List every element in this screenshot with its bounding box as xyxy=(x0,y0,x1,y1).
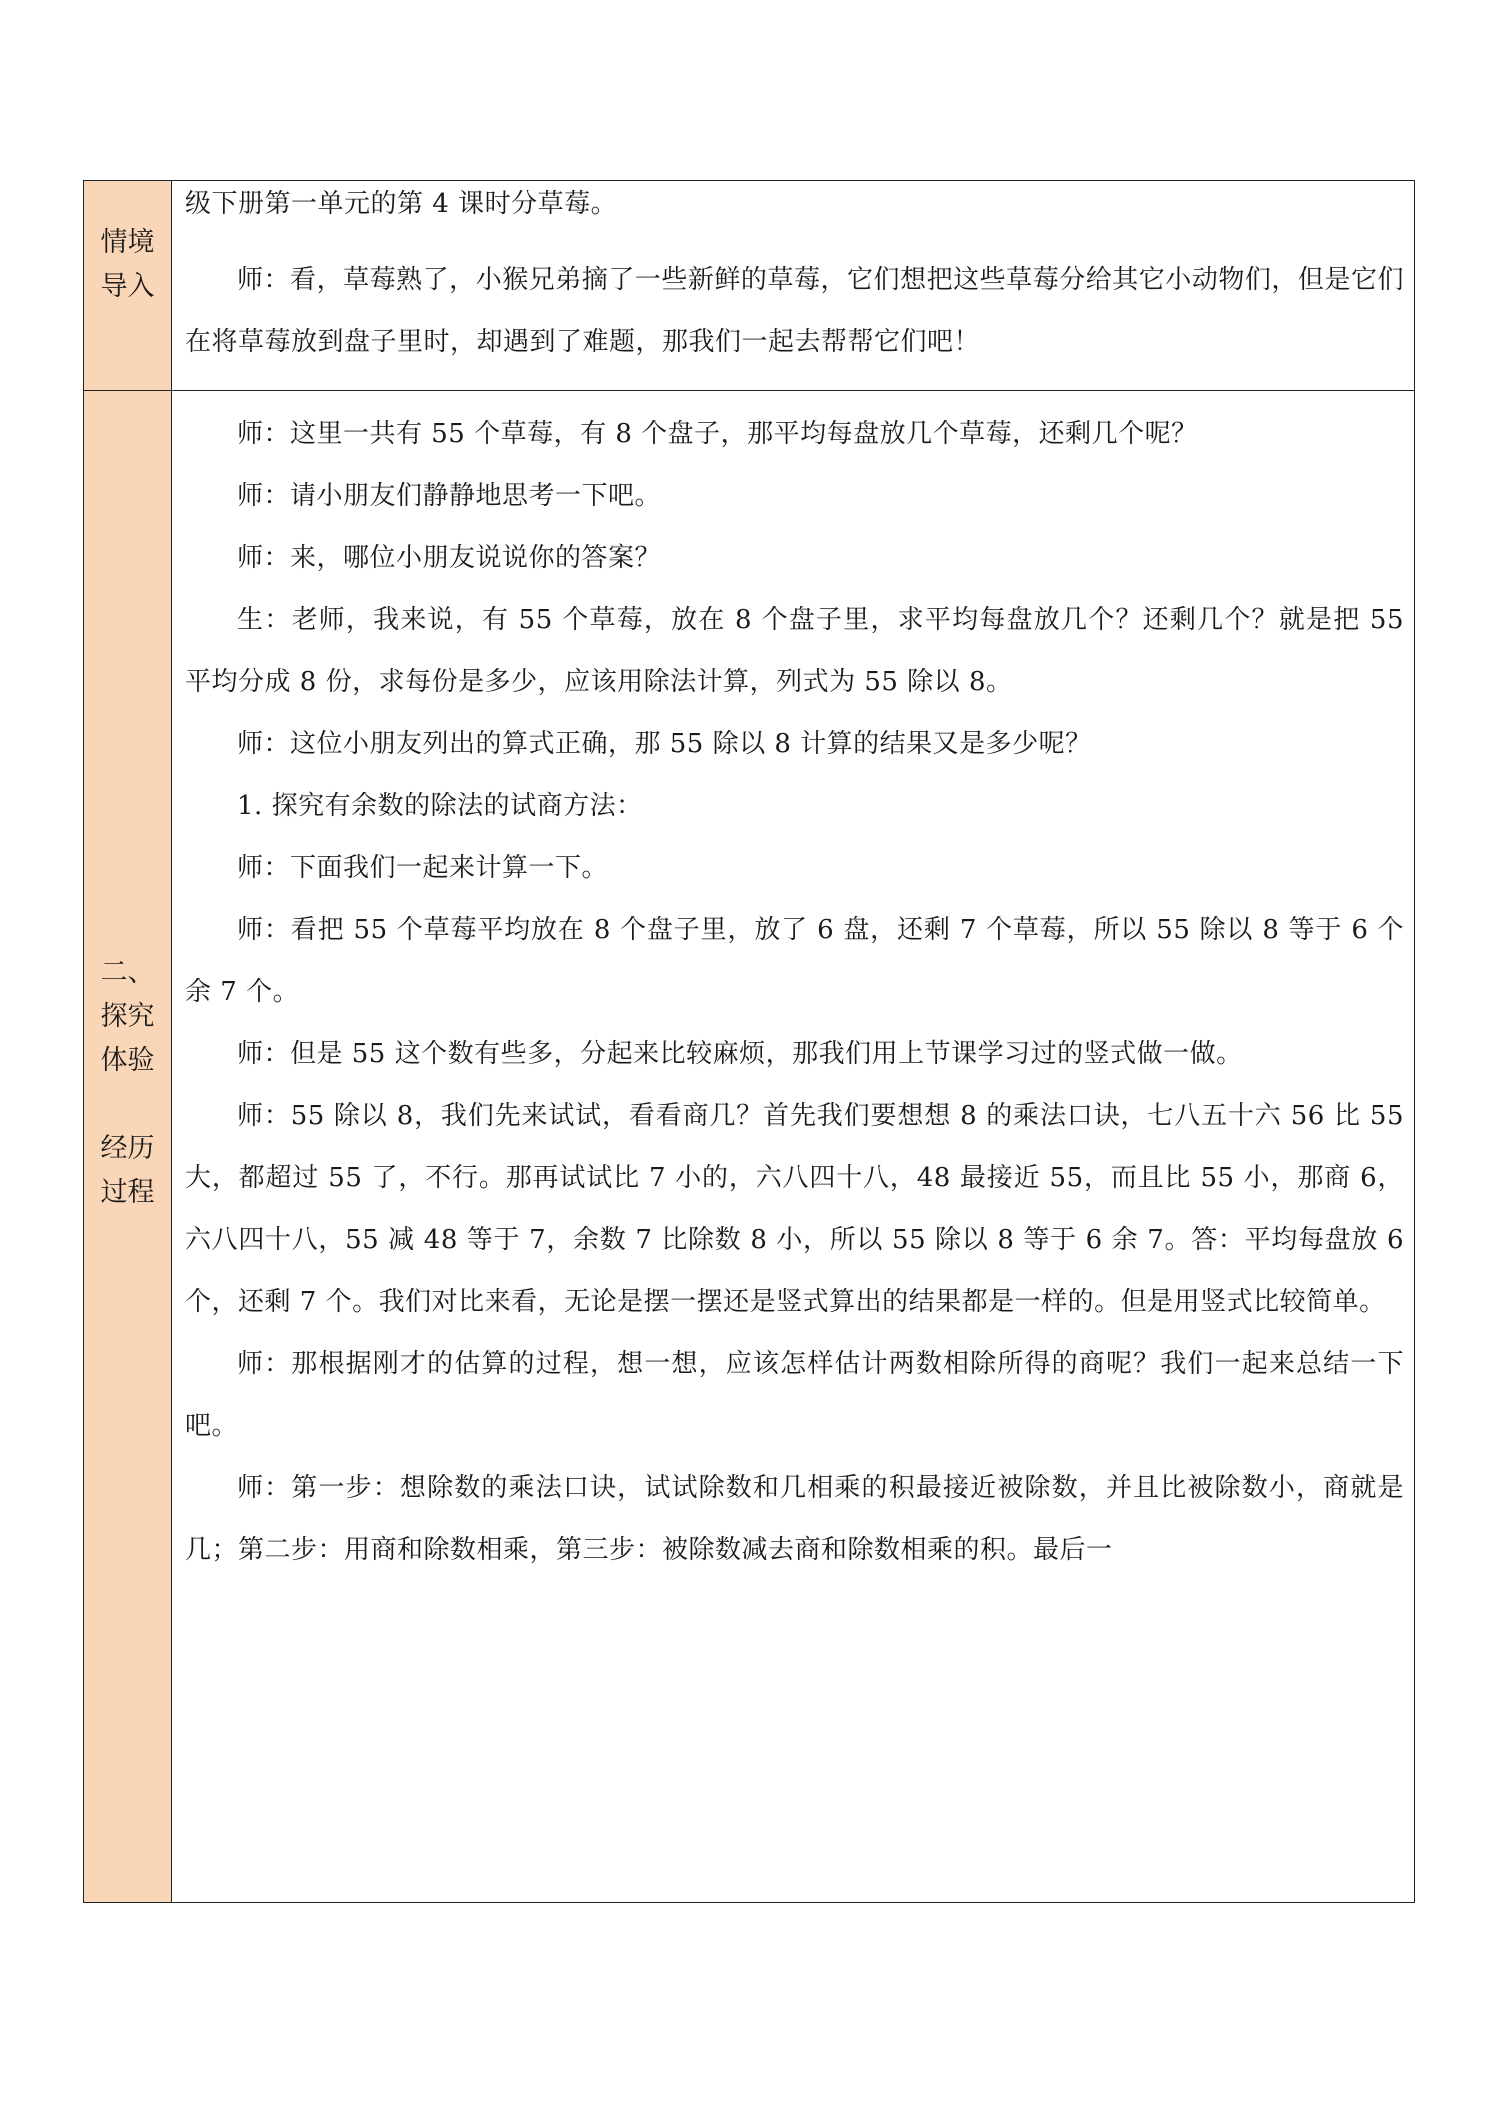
label-line: 过程 xyxy=(100,1177,155,1208)
paragraph: 师：第一步：想除数的乘法口诀，试试除数和几相乘的积最接近被除数，并且比被除数小，商就是几；第二步：用商和除数相乘，第三步：被除数减去商和除数相乘的积。最后一 xyxy=(185,1473,1404,1565)
label-line: 情境 xyxy=(100,227,155,258)
label-line: 经历 xyxy=(100,1133,155,1164)
paragraph: 师：那根据刚才的估算的过程，想一想，应该怎样估计两数相除所得的商呢？我们一起来总结一下吧。 xyxy=(185,1349,1404,1441)
section-label-explore xyxy=(84,391,172,1903)
paragraph: 师：下面我们一起来计算一下。 xyxy=(237,853,609,883)
paragraph: 师：这位小朋友列出的算式正确，那 55 除以 8 计算的结果又是多少呢？ xyxy=(237,729,1092,759)
label-line: 体验 xyxy=(100,1045,155,1076)
section-content-intro xyxy=(172,181,1415,391)
label-line: 导入 xyxy=(100,271,155,302)
section-row-intro xyxy=(84,181,1415,391)
paragraph: 师：看，草莓熟了，小猴兄弟摘了一些新鲜的草莓，它们想把这些草莓分给其它小动物们，但是它们在将草莓放到盘子里时，却遇到了难题，那我们一起去帮帮它们吧！ xyxy=(185,265,1404,357)
paragraph: 1. 探究有余数的除法的试商方法： xyxy=(237,791,643,821)
section-content-explore xyxy=(172,391,1415,1903)
label-line: 二、 xyxy=(100,957,155,988)
paragraph: 师：但是 55 这个数有些多，分起来比较麻烦，那我们用上节课学习过的竖式做一做。 xyxy=(237,1039,1243,1069)
label-line: 探究 xyxy=(100,1001,155,1032)
section-row-explore xyxy=(84,391,1415,1903)
paragraph: 师：这里一共有 55 个草莓，有 8 个盘子，那平均每盘放几个草莓，还剩几个呢？ xyxy=(237,419,1198,449)
section-label-intro xyxy=(84,181,172,391)
paragraph: 师：请小朋友们静静地思考一下吧。 xyxy=(237,481,662,511)
paragraph: 师：来，哪位小朋友说说你的答案？ xyxy=(237,543,662,573)
paragraph: 师：55 除以 8，我们先来试试，看看商几？首先我们要想想 8 的乘法口诀，七八五十六 56 比 55 大，都超过 55 了，不行。那再试试比 7 小的，六八四十八，48 最接近 55，而且比 55 小，那商 6，六八四十八，55 减 48 等于 7，余数 7 比除数 8 小，所以 55 除以 8 等于 6 余 7。答：平均每盘放 6 个，还剩 7 个。我们对比来看，无论是摆一摆还是竖式算出的结果都是一样的。但是用竖式比较简单。 xyxy=(185,1101,1404,1317)
paragraph: 级下册第一单元的第 4 课时分草莓。 xyxy=(185,189,618,219)
label-line xyxy=(84,1083,171,1127)
paragraph: 师：看把 55 个草莓平均放在 8 个盘子里，放了 6 盘，还剩 7 个草莓，所以 55 除以 8 等于 6 个余 7 个。 xyxy=(185,915,1404,1007)
lesson-plan-table xyxy=(83,180,1415,1903)
paragraph: 生：老师，我来说，有 55 个草莓，放在 8 个盘子里，求平均每盘放几个？还剩几个？就是把 55 平均分成 8 份，求每份是多少，应该用除法计算，列式为 55 除以 8。 xyxy=(185,605,1404,697)
